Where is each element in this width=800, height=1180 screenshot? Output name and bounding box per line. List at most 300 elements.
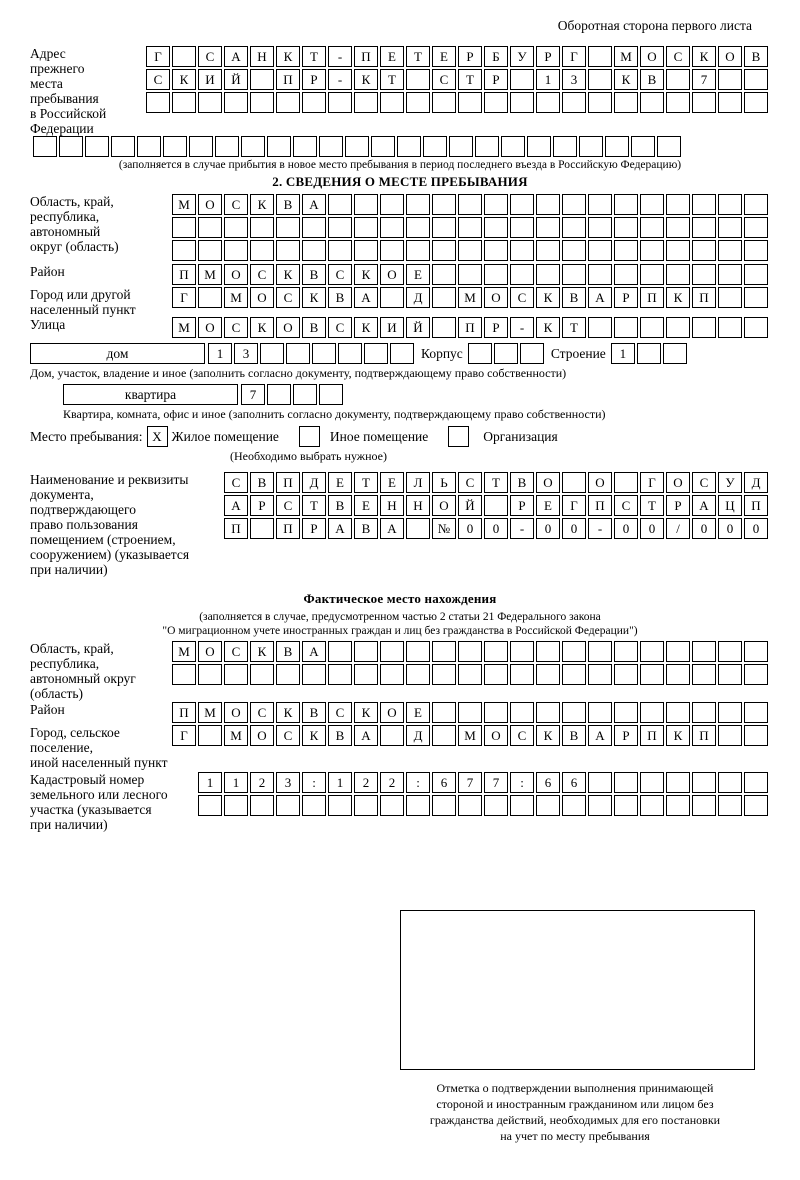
char-cell[interactable] [527,136,551,157]
char-cell[interactable] [59,136,83,157]
char-cell[interactable] [172,217,196,238]
char-cell[interactable] [692,92,716,113]
char-cell[interactable] [458,641,482,662]
char-cell[interactable] [458,194,482,215]
char-cell[interactable] [536,194,560,215]
char-cell[interactable]: 3 [562,69,586,90]
char-cell[interactable] [458,240,482,261]
char-cell[interactable]: Е [328,472,352,493]
char-cell[interactable] [458,264,482,285]
char-cell[interactable] [302,217,326,238]
char-cell[interactable]: Г [172,725,196,746]
char-cell[interactable]: 2 [250,772,274,793]
char-cell[interactable]: П [744,495,768,516]
char-cell[interactable]: П [640,725,664,746]
char-cell[interactable] [510,217,534,238]
char-cell[interactable] [224,92,248,113]
char-cell[interactable]: Л [406,472,430,493]
char-cell[interactable]: В [640,69,664,90]
char-cell[interactable] [328,217,352,238]
char-cell[interactable]: 0 [744,518,768,539]
char-cell[interactable] [588,664,612,685]
char-cell[interactable] [172,46,196,67]
char-cell[interactable] [484,217,508,238]
char-cell[interactable] [432,317,456,338]
char-cell[interactable]: М [198,702,222,723]
char-cell[interactable] [640,664,664,685]
char-cell[interactable]: У [510,46,534,67]
char-cell[interactable]: М [224,287,248,308]
char-cell[interactable]: П [354,46,378,67]
char-cell[interactable]: О [484,725,508,746]
char-cell[interactable]: 0 [484,518,508,539]
char-cell[interactable]: В [510,472,534,493]
char-cell[interactable] [224,240,248,261]
char-cell[interactable]: Т [406,46,430,67]
char-cell[interactable]: Р [458,46,482,67]
char-cell[interactable]: В [302,702,326,723]
char-cell[interactable] [250,664,274,685]
char-cell[interactable]: В [562,725,586,746]
char-cell[interactable] [224,664,248,685]
char-cell[interactable] [380,725,404,746]
char-cell[interactable]: 0 [614,518,638,539]
char-cell[interactable]: К [692,46,716,67]
char-cell[interactable] [744,287,768,308]
char-cell[interactable]: О [718,46,742,67]
char-cell[interactable] [510,664,534,685]
char-cell[interactable]: 1 [328,772,352,793]
char-cell[interactable] [319,384,343,405]
char-cell[interactable]: П [172,264,196,285]
char-cell[interactable] [432,92,456,113]
char-cell[interactable] [614,264,638,285]
char-cell[interactable]: Т [302,495,326,516]
char-cell[interactable] [111,136,135,157]
char-cell[interactable]: Р [614,725,638,746]
char-cell[interactable] [224,795,248,816]
char-cell[interactable] [354,194,378,215]
char-cell[interactable]: С [224,641,248,662]
char-cell[interactable]: Р [666,495,690,516]
char-cell[interactable] [293,384,317,405]
char-cell[interactable] [718,641,742,662]
char-cell[interactable] [432,725,456,746]
char-cell[interactable]: К [536,725,560,746]
char-cell[interactable] [718,795,742,816]
char-cell[interactable]: О [666,472,690,493]
char-cell[interactable] [328,194,352,215]
char-cell[interactable] [588,46,612,67]
char-cell[interactable] [390,343,414,364]
char-cell[interactable] [744,217,768,238]
char-cell[interactable]: П [224,518,248,539]
char-cell[interactable]: С [328,702,352,723]
char-cell[interactable] [501,136,525,157]
char-cell[interactable] [458,795,482,816]
char-cell[interactable] [718,69,742,90]
char-cell[interactable] [640,264,664,285]
char-cell[interactable]: Т [562,317,586,338]
char-cell[interactable] [510,240,534,261]
char-cell[interactable] [406,217,430,238]
char-cell[interactable] [666,240,690,261]
char-cell[interactable] [380,194,404,215]
char-cell[interactable] [260,343,284,364]
char-cell[interactable]: 7 [484,772,508,793]
char-cell[interactable]: С [614,495,638,516]
char-cell[interactable] [718,264,742,285]
char-cell[interactable] [354,240,378,261]
char-cell[interactable] [718,725,742,746]
char-cell[interactable] [406,69,430,90]
char-cell[interactable] [85,136,109,157]
char-cell[interactable]: - [328,46,352,67]
char-cell[interactable] [744,264,768,285]
char-cell[interactable] [380,217,404,238]
char-cell[interactable]: С [146,69,170,90]
char-cell[interactable] [744,92,768,113]
char-cell[interactable] [380,240,404,261]
char-cell[interactable]: А [354,725,378,746]
char-cell[interactable]: К [302,287,326,308]
checkbox-organization[interactable] [448,426,469,447]
char-cell[interactable]: Е [380,46,404,67]
char-cell[interactable]: П [458,317,482,338]
char-cell[interactable]: П [640,287,664,308]
char-cell[interactable] [562,194,586,215]
char-cell[interactable]: Б [484,46,508,67]
char-cell[interactable]: С [224,317,248,338]
char-cell[interactable] [302,92,326,113]
char-cell[interactable] [312,343,336,364]
char-cell[interactable] [345,136,369,157]
char-cell[interactable] [510,264,534,285]
char-cell[interactable] [579,136,603,157]
char-cell[interactable]: О [432,495,456,516]
char-cell[interactable] [640,702,664,723]
char-cell[interactable] [302,795,326,816]
char-cell[interactable]: - [510,317,534,338]
char-cell[interactable]: 7 [458,772,482,793]
char-cell[interactable] [276,240,300,261]
char-cell[interactable] [588,240,612,261]
char-cell[interactable]: Г [146,46,170,67]
char-cell[interactable] [718,194,742,215]
char-cell[interactable] [588,217,612,238]
char-cell[interactable] [423,136,447,157]
char-cell[interactable]: Е [406,264,430,285]
char-cell[interactable] [172,664,196,685]
char-cell[interactable] [484,264,508,285]
char-cell[interactable]: Е [406,702,430,723]
char-cell[interactable] [338,343,362,364]
char-cell[interactable] [354,795,378,816]
char-cell[interactable]: С [666,46,690,67]
char-cell[interactable]: М [172,194,196,215]
char-cell[interactable]: К [302,725,326,746]
char-cell[interactable] [172,92,196,113]
char-cell[interactable] [484,495,508,516]
char-cell[interactable] [744,194,768,215]
char-cell[interactable] [666,194,690,215]
char-cell[interactable]: П [276,69,300,90]
char-cell[interactable]: В [276,641,300,662]
char-cell[interactable]: Р [536,46,560,67]
char-cell[interactable] [666,641,690,662]
char-cell[interactable] [198,664,222,685]
char-cell[interactable]: Й [406,317,430,338]
char-cell[interactable] [380,287,404,308]
char-cell[interactable]: С [510,287,534,308]
char-cell[interactable]: М [614,46,638,67]
char-cell[interactable] [484,92,508,113]
char-cell[interactable]: В [744,46,768,67]
char-cell[interactable] [666,664,690,685]
char-cell[interactable]: В [328,495,352,516]
char-cell[interactable]: 6 [562,772,586,793]
char-cell[interactable] [562,795,586,816]
char-cell[interactable] [666,702,690,723]
char-cell[interactable]: В [354,518,378,539]
char-cell[interactable]: М [172,317,196,338]
char-cell[interactable] [562,472,586,493]
char-cell[interactable] [458,92,482,113]
char-cell[interactable]: 6 [432,772,456,793]
char-cell[interactable] [146,92,170,113]
char-cell[interactable]: 0 [562,518,586,539]
char-cell[interactable] [666,317,690,338]
char-cell[interactable] [553,136,577,157]
char-cell[interactable]: Е [536,495,560,516]
char-cell[interactable] [250,92,274,113]
char-cell[interactable]: 1 [198,772,222,793]
char-cell[interactable] [692,217,716,238]
char-cell[interactable] [510,194,534,215]
char-cell[interactable] [432,194,456,215]
char-cell[interactable]: С [224,194,248,215]
char-cell[interactable] [718,664,742,685]
char-cell[interactable] [328,795,352,816]
char-cell[interactable] [397,136,421,157]
char-cell[interactable] [198,217,222,238]
char-cell[interactable] [663,343,687,364]
char-cell[interactable]: Ь [432,472,456,493]
char-cell[interactable] [692,317,716,338]
char-cell[interactable] [614,772,638,793]
char-cell[interactable]: С [510,725,534,746]
char-cell[interactable] [432,217,456,238]
char-cell[interactable]: 0 [718,518,742,539]
char-cell[interactable]: Р [302,518,326,539]
char-cell[interactable]: С [458,472,482,493]
char-cell[interactable]: А [692,495,716,516]
char-cell[interactable]: С [250,264,274,285]
char-cell[interactable]: Р [484,69,508,90]
char-cell[interactable]: 2 [354,772,378,793]
char-cell[interactable] [562,702,586,723]
char-cell[interactable] [458,217,482,238]
char-cell[interactable] [666,69,690,90]
char-cell[interactable] [692,702,716,723]
char-cell[interactable] [432,641,456,662]
char-cell[interactable]: В [250,472,274,493]
char-cell[interactable]: О [276,317,300,338]
char-cell[interactable]: Г [562,46,586,67]
char-cell[interactable] [536,795,560,816]
char-cell[interactable] [614,795,638,816]
char-cell[interactable]: С [692,472,716,493]
char-cell[interactable]: С [224,472,248,493]
char-cell[interactable]: Г [172,287,196,308]
char-cell[interactable] [484,795,508,816]
char-cell[interactable]: К [354,702,378,723]
char-cell[interactable] [250,795,274,816]
char-cell[interactable]: С [276,725,300,746]
char-cell[interactable] [449,136,473,157]
char-cell[interactable]: К [250,317,274,338]
char-cell[interactable] [432,702,456,723]
char-cell[interactable] [484,702,508,723]
char-cell[interactable]: Т [302,46,326,67]
char-cell[interactable]: М [458,725,482,746]
char-cell[interactable] [432,664,456,685]
char-cell[interactable] [484,194,508,215]
char-cell[interactable] [484,641,508,662]
char-cell[interactable] [614,92,638,113]
char-cell[interactable]: : [406,772,430,793]
char-cell[interactable]: П [172,702,196,723]
char-cell[interactable] [406,240,430,261]
char-cell[interactable]: В [276,194,300,215]
char-cell[interactable] [475,136,499,157]
char-cell[interactable]: 3 [234,343,258,364]
char-cell[interactable] [588,795,612,816]
char-cell[interactable]: П [692,287,716,308]
char-cell[interactable]: 3 [276,772,300,793]
char-cell[interactable] [666,795,690,816]
char-cell[interactable]: О [536,472,560,493]
char-cell[interactable] [562,240,586,261]
char-cell[interactable]: А [302,194,326,215]
char-cell[interactable]: П [692,725,716,746]
char-cell[interactable]: Г [562,495,586,516]
char-cell[interactable] [354,217,378,238]
char-cell[interactable]: К [354,264,378,285]
char-cell[interactable]: П [276,518,300,539]
char-cell[interactable]: О [380,264,404,285]
char-cell[interactable] [293,136,317,157]
char-cell[interactable]: В [302,317,326,338]
char-cell[interactable]: А [224,495,248,516]
char-cell[interactable] [286,343,310,364]
char-cell[interactable] [484,240,508,261]
char-cell[interactable] [744,772,768,793]
char-cell[interactable]: О [198,641,222,662]
checkbox-residential[interactable]: Х [147,426,168,447]
char-cell[interactable] [588,69,612,90]
char-cell[interactable]: И [380,317,404,338]
char-cell[interactable] [33,136,57,157]
char-cell[interactable] [354,664,378,685]
char-cell[interactable]: Д [406,287,430,308]
char-cell[interactable]: К [172,69,196,90]
char-cell[interactable]: М [224,725,248,746]
char-cell[interactable] [562,664,586,685]
char-cell[interactable] [536,240,560,261]
char-cell[interactable]: К [666,725,690,746]
char-cell[interactable] [380,795,404,816]
char-cell[interactable] [666,772,690,793]
char-cell[interactable]: Й [458,495,482,516]
char-cell[interactable]: 1 [224,772,248,793]
char-cell[interactable]: А [588,725,612,746]
char-cell[interactable] [562,641,586,662]
char-cell[interactable]: К [666,287,690,308]
char-cell[interactable]: К [536,287,560,308]
char-cell[interactable]: С [276,495,300,516]
char-cell[interactable]: Н [380,495,404,516]
char-cell[interactable]: К [614,69,638,90]
char-cell[interactable] [302,664,326,685]
char-cell[interactable] [744,664,768,685]
char-cell[interactable] [319,136,343,157]
char-cell[interactable]: К [250,194,274,215]
char-cell[interactable]: О [224,264,248,285]
char-cell[interactable] [406,795,430,816]
char-cell[interactable]: Е [380,472,404,493]
char-cell[interactable] [536,92,560,113]
char-cell[interactable]: 0 [640,518,664,539]
char-cell[interactable]: 7 [692,69,716,90]
char-cell[interactable] [640,641,664,662]
char-cell[interactable]: С [276,287,300,308]
char-cell[interactable]: Е [432,46,456,67]
char-cell[interactable] [744,69,768,90]
char-cell[interactable] [614,641,638,662]
char-cell[interactable] [406,194,430,215]
checkbox-other[interactable] [299,426,320,447]
char-cell[interactable]: С [328,264,352,285]
char-cell[interactable]: Н [406,495,430,516]
char-cell[interactable] [692,664,716,685]
char-cell[interactable] [189,136,213,157]
char-cell[interactable] [163,136,187,157]
char-cell[interactable]: Т [380,69,404,90]
char-cell[interactable] [406,641,430,662]
char-cell[interactable] [198,725,222,746]
char-cell[interactable]: Г [640,472,664,493]
char-cell[interactable] [198,287,222,308]
char-cell[interactable]: Р [302,69,326,90]
char-cell[interactable]: О [198,317,222,338]
char-cell[interactable] [692,641,716,662]
char-cell[interactable]: 7 [241,384,265,405]
char-cell[interactable]: О [250,725,274,746]
char-cell[interactable]: М [172,641,196,662]
char-cell[interactable] [432,240,456,261]
char-cell[interactable]: - [588,518,612,539]
char-cell[interactable]: 0 [692,518,716,539]
char-cell[interactable]: И [198,69,222,90]
char-cell[interactable] [536,664,560,685]
char-cell[interactable] [432,287,456,308]
char-cell[interactable]: С [432,69,456,90]
char-cell[interactable] [718,240,742,261]
char-cell[interactable] [657,136,681,157]
char-cell[interactable] [536,702,560,723]
char-cell[interactable] [276,795,300,816]
